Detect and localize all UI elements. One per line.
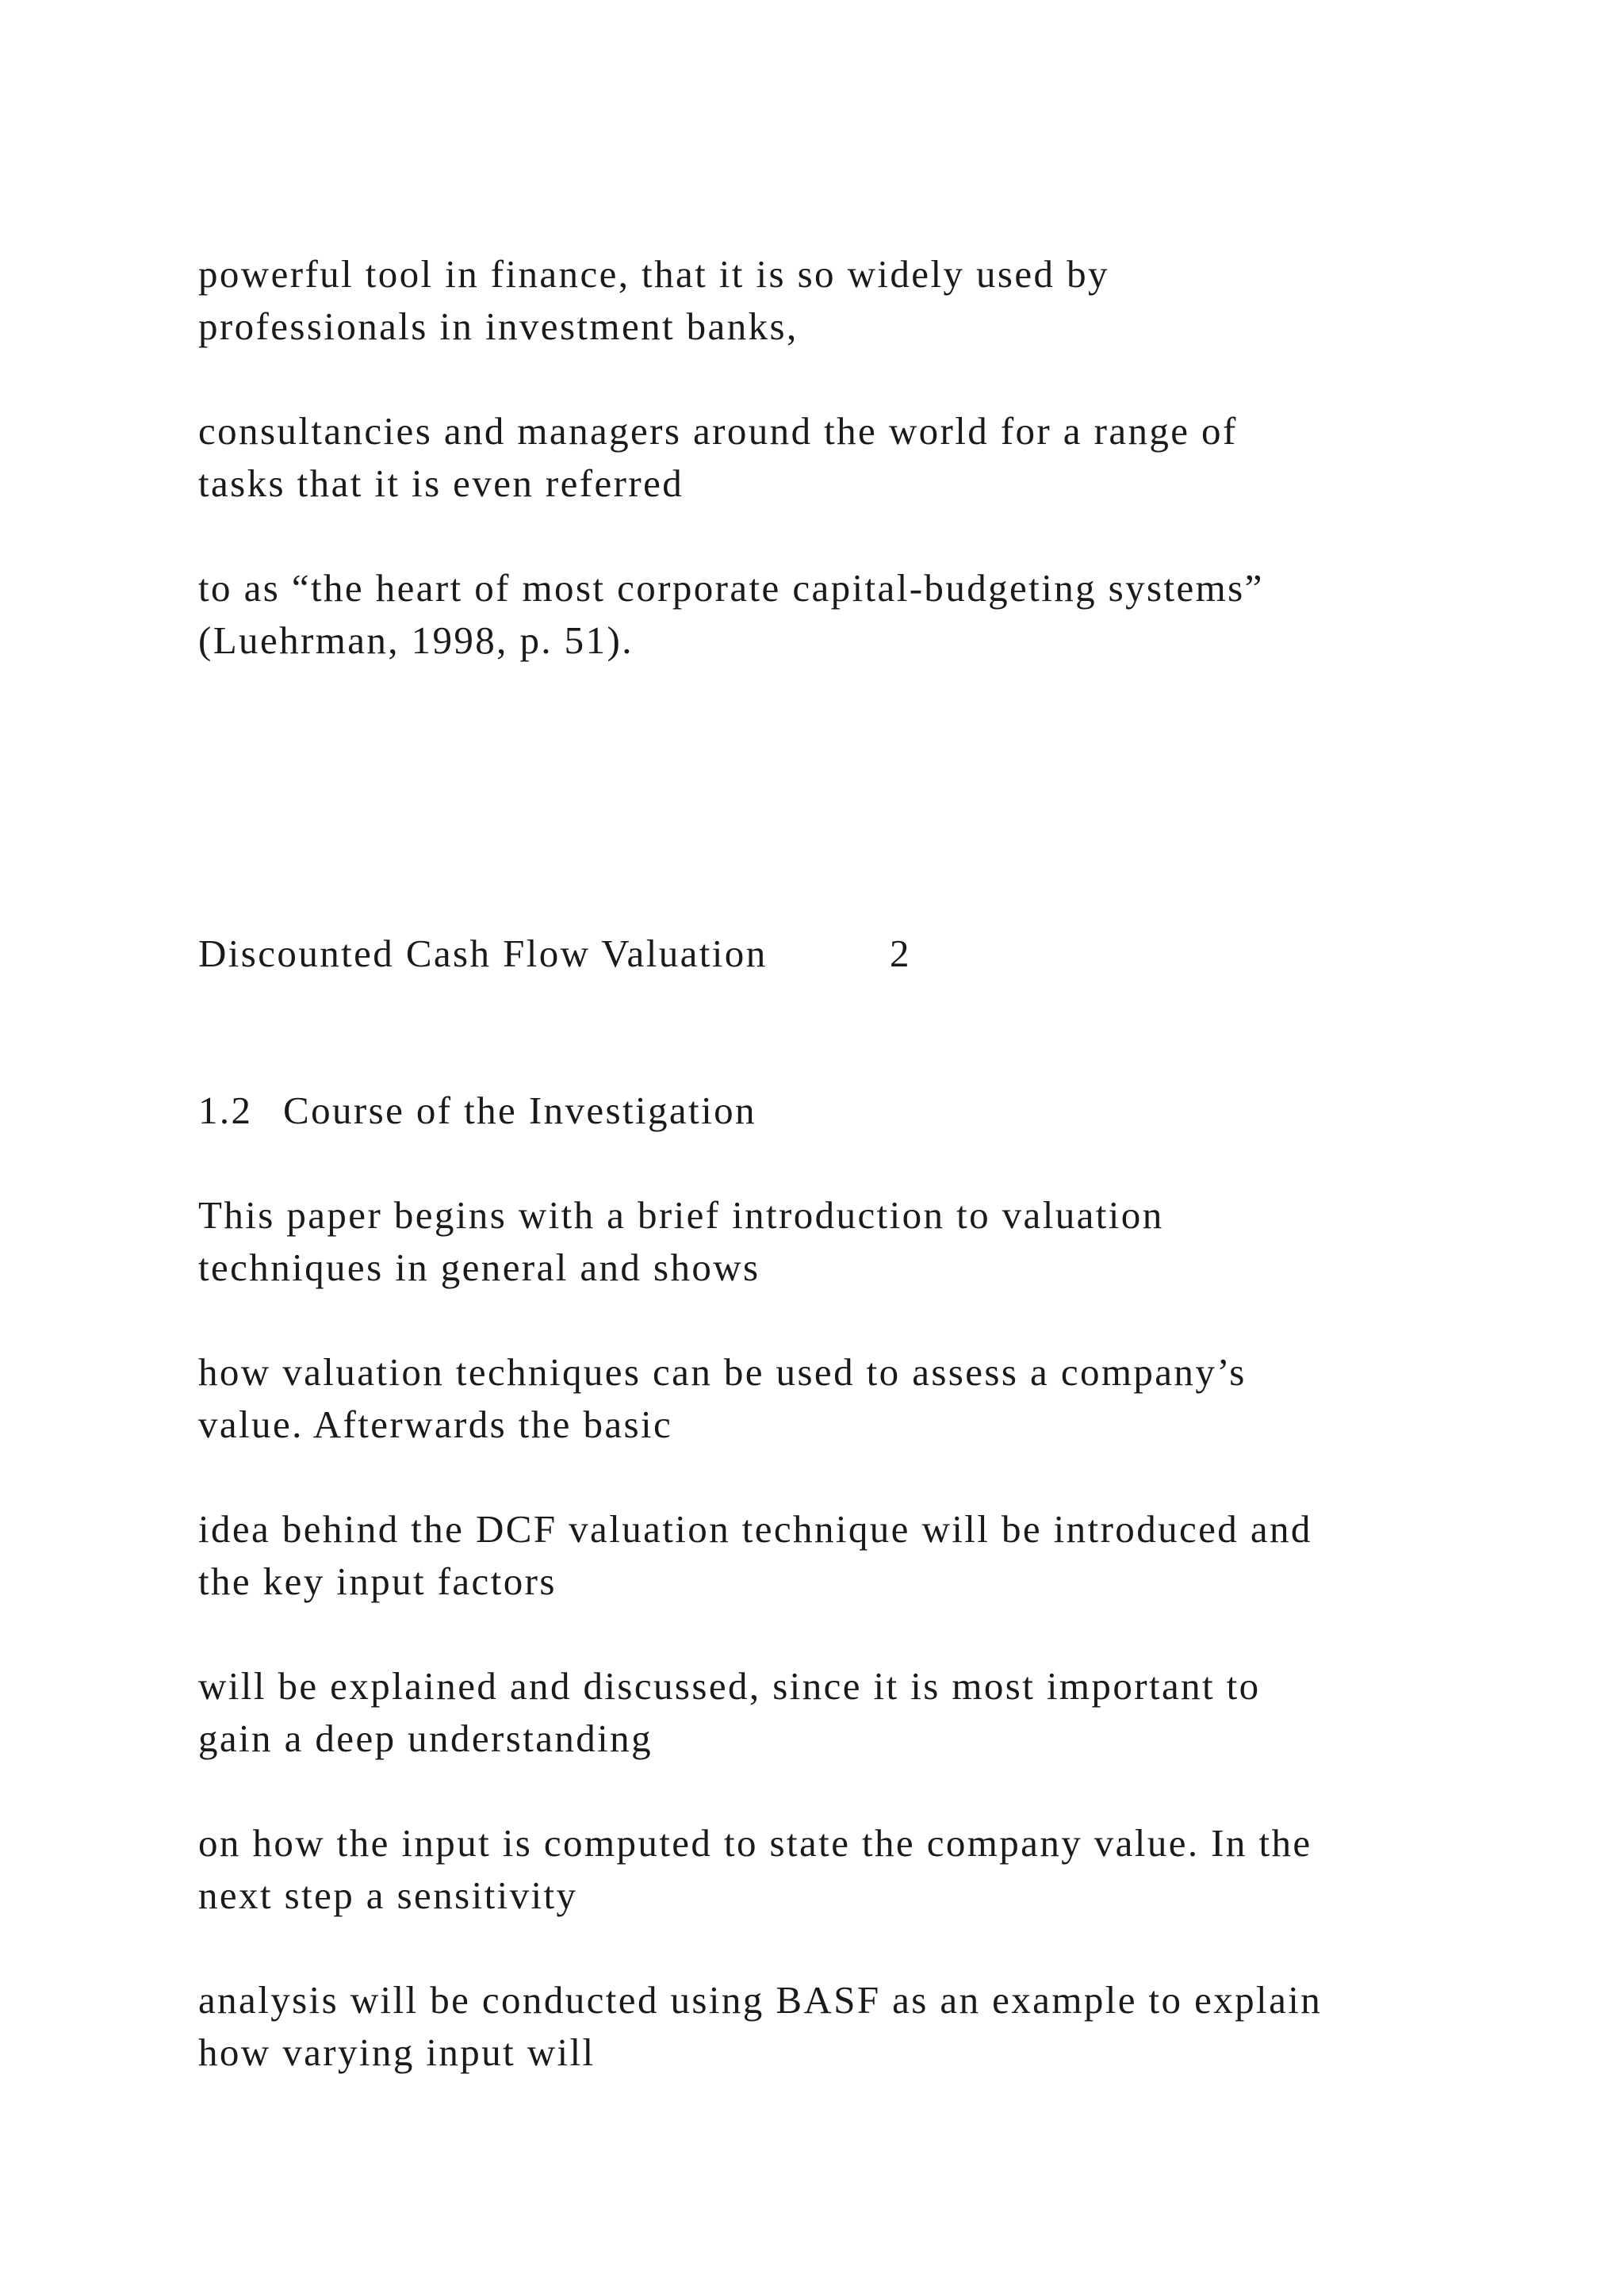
- section-number: 1.2: [198, 1089, 253, 1132]
- text-line: value. Afterwards the basic: [198, 1402, 673, 1446]
- page-number: 2: [890, 932, 911, 975]
- running-header-title: Discounted Cash Flow Valuation: [198, 932, 768, 975]
- text-line: idea behind the DCF valuation technique will be introduced and: [198, 1507, 1312, 1551]
- text-line: how varying input will: [198, 2030, 596, 2074]
- text-line: techniques in general and shows: [198, 1246, 760, 1289]
- text-line: will be explained and discussed, since it is most important to: [198, 1664, 1261, 1708]
- text-line: (Luehrman, 1998, p. 51).: [198, 618, 634, 662]
- text-line: the key input factors: [198, 1559, 557, 1603]
- text-line: This paper begins with a brief introduction to valuation: [198, 1193, 1164, 1237]
- text-line: next step a sensitivity: [198, 1873, 578, 1917]
- text-line: to as “the heart of most corporate capital-budgeting systems”: [198, 566, 1264, 610]
- text-line: analysis will be conducted using BASF as an example to explain: [198, 1978, 1323, 2022]
- text-line: professionals in investment banks,: [198, 304, 799, 348]
- text-line: consultancies and managers around the world for a range of: [198, 409, 1238, 453]
- text-line: on how the input is computed to state the company value. In the: [198, 1821, 1312, 1865]
- text-line: powerful tool in finance, that it is so widely used by: [198, 252, 1109, 296]
- text-line: tasks that it is even referred: [198, 461, 684, 505]
- text-line: how valuation techniques can be used to assess a company’s: [198, 1350, 1247, 1394]
- section-title: Course of the Investigation: [283, 1089, 756, 1132]
- text-line: gain a deep understanding: [198, 1716, 653, 1760]
